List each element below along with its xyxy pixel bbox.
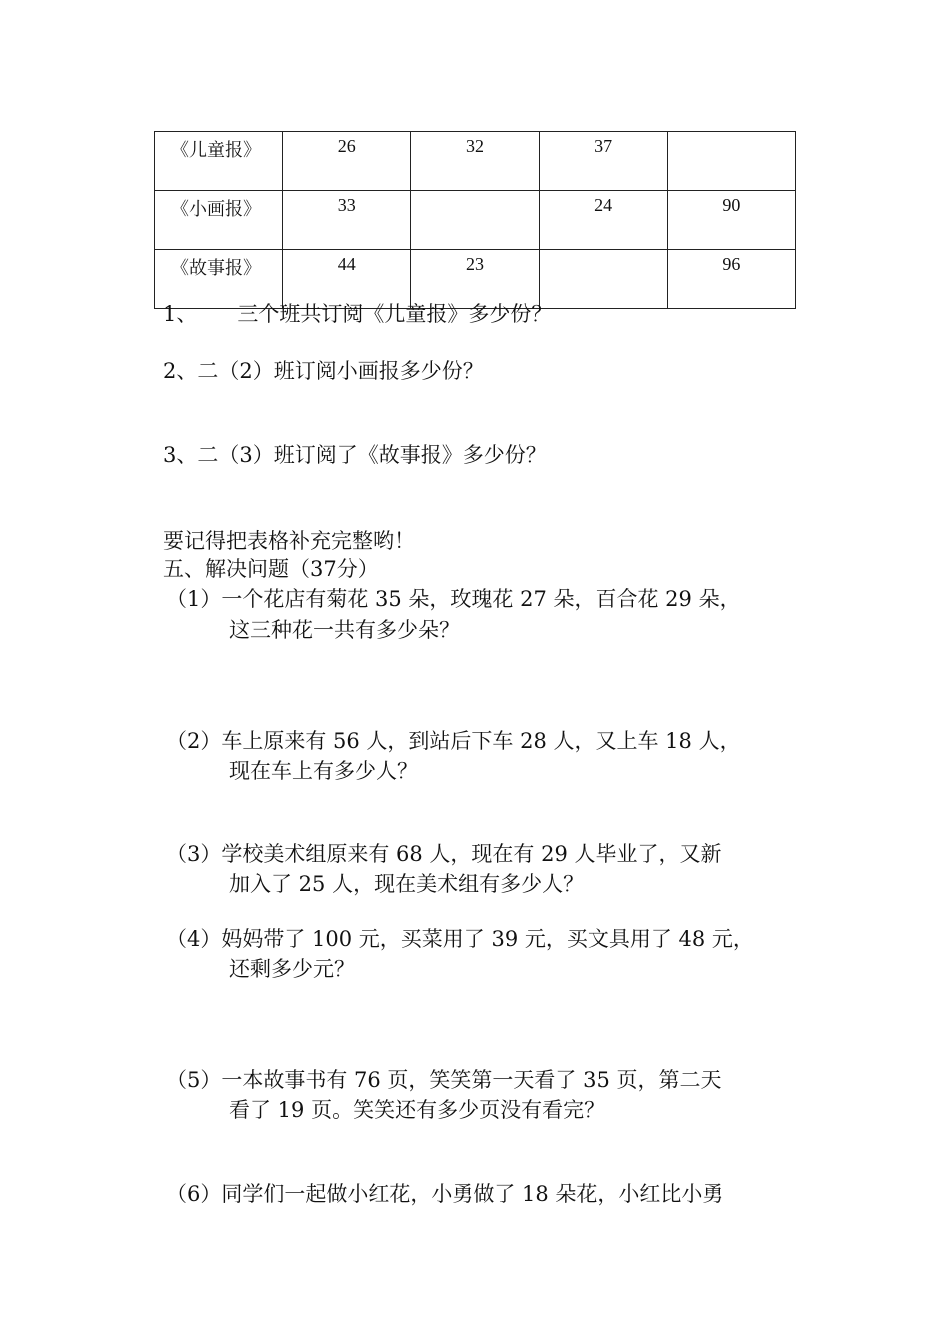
- section-title: 五、解决问题（37分）: [163, 557, 379, 581]
- table-cell: 26: [283, 132, 411, 191]
- problem-2-line-2: 现在车上有多少人？: [229, 759, 418, 783]
- table-cell: 90: [667, 191, 795, 250]
- table-cell: 《小画报》: [155, 191, 283, 250]
- problem-4-line-2: 还剩多少元？: [229, 957, 355, 981]
- table-cell: 24: [539, 191, 667, 250]
- newspaper-subscription-table: [154, 131, 796, 309]
- problem-6-line-1: （6）同学们一起做小红花，小勇做了 18 朵花，小红比小勇: [166, 1182, 724, 1206]
- table-cell: 《故事报》: [155, 250, 283, 309]
- question-1: 1、 三个班共订阅《儿童报》多少份？: [163, 302, 553, 326]
- table-cell: 44: [283, 250, 411, 309]
- table-row: [155, 191, 796, 250]
- table-cell: 33: [283, 191, 411, 250]
- problem-5-line-1: （5）一本故事书有 76 页，笑笑第一天看了 35 页，第二天: [166, 1068, 722, 1092]
- table-cell-blank: [667, 132, 795, 191]
- problem-2-line-1: （2）车上原来有 56 人，到站后下车 28 人，又上车 18 人，: [166, 729, 741, 753]
- table-cell-blank: [539, 250, 667, 309]
- table-cell: 23: [411, 250, 539, 309]
- problem-4-line-1: （4）妈妈带了 100 元，买菜用了 39 元，买文具用了 48 元，: [166, 927, 754, 951]
- table-reminder: 要记得把表格补充完整哟！: [163, 529, 415, 553]
- table-row: [155, 132, 796, 191]
- table-cell-blank: [411, 191, 539, 250]
- problem-1-line-2: 这三种花一共有多少朵？: [229, 618, 460, 642]
- table-cell: 96: [667, 250, 795, 309]
- table-cell: 37: [539, 132, 667, 191]
- problem-1-line-1: （1）一个花店有菊花 35 朵，玫瑰花 27 朵，百合花 29 朵，: [166, 587, 741, 611]
- table-cell: 《儿童报》: [155, 132, 283, 191]
- problem-5-line-2: 看了 19 页。笑笑还有多少页没有看完？: [229, 1098, 606, 1122]
- question-2: 2、二（2）班订阅小画报多少份？: [163, 359, 484, 383]
- question-3: 3、二（3）班订阅了《故事报》多少份？: [163, 443, 547, 467]
- problem-3-line-1: （3）学校美术组原来有 68 人，现在有 29 人毕业了，又新: [166, 842, 722, 866]
- problem-3-line-2: 加入了 25 人，现在美术组有多少人？: [229, 872, 585, 896]
- table-cell: 32: [411, 132, 539, 191]
